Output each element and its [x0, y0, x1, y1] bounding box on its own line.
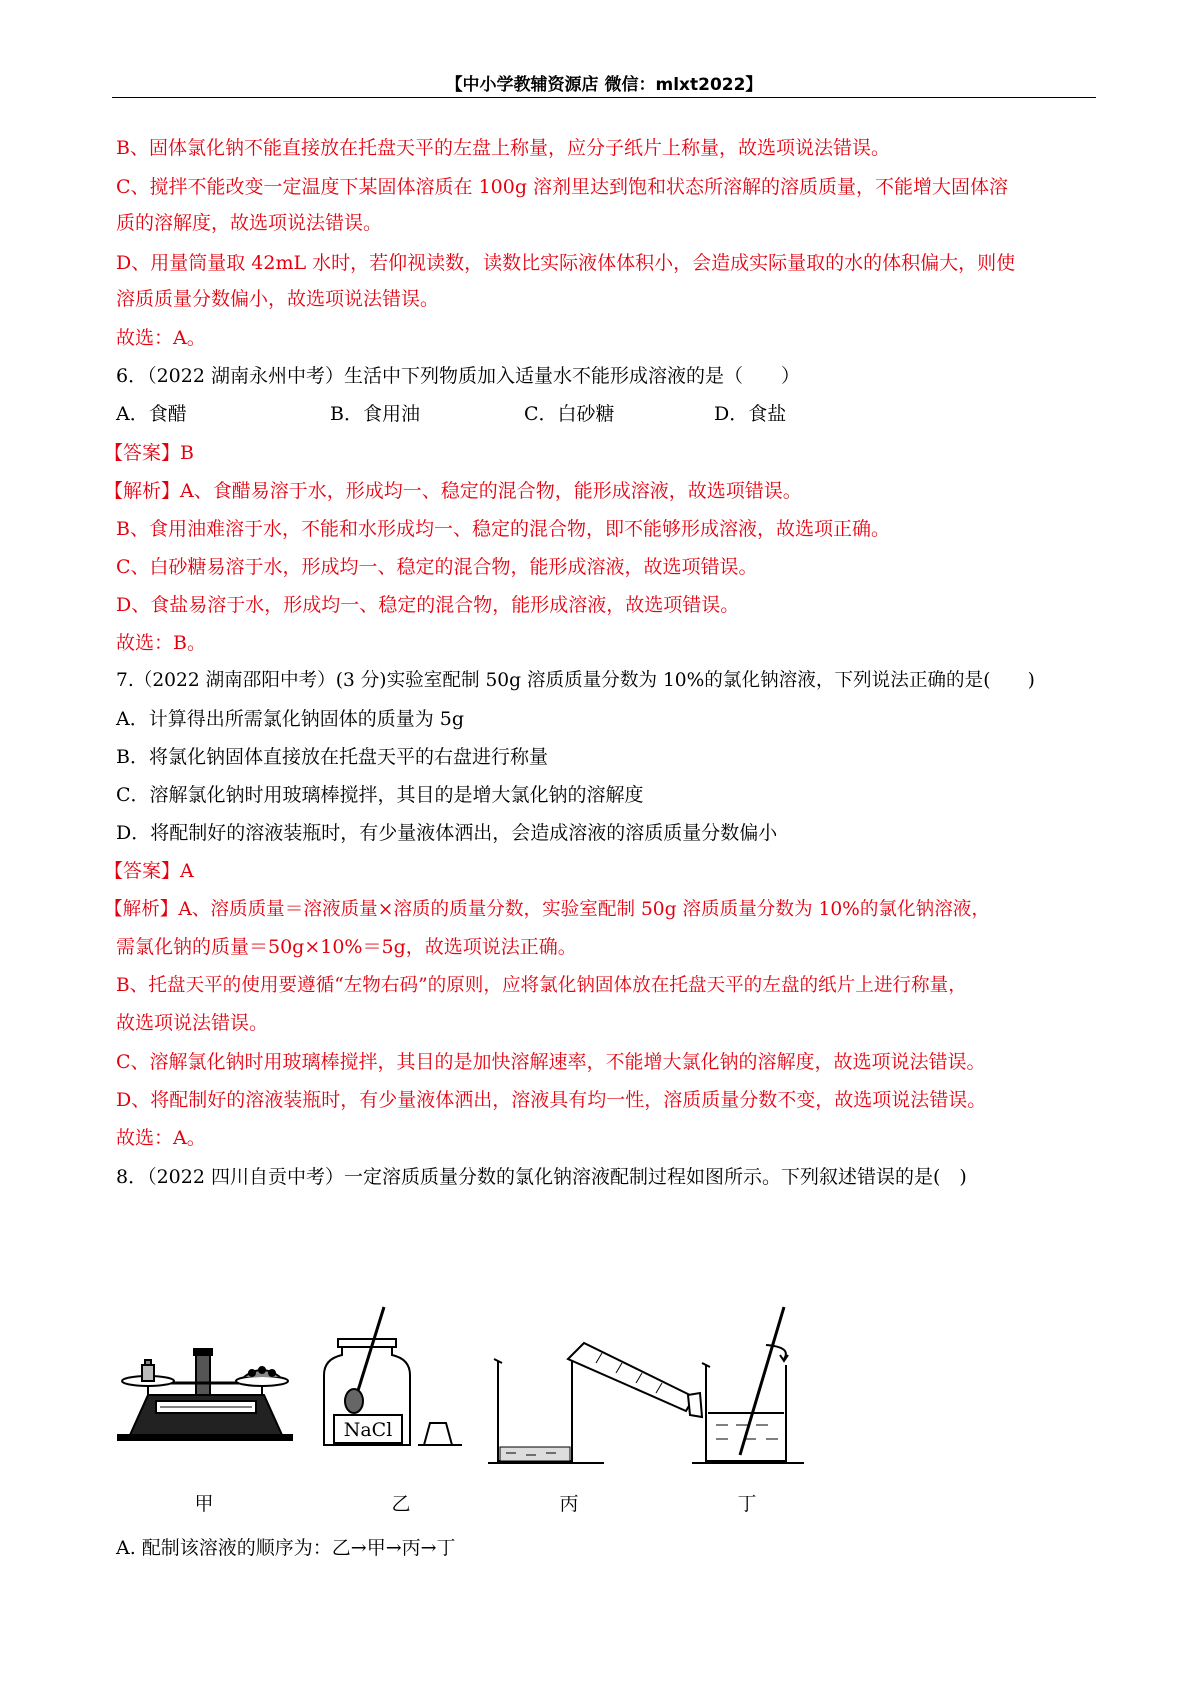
figure-label-jia: 甲 — [194, 1493, 214, 1515]
q5-analysis-d-cont: 溶质质量分数偏小，故选项说法错误。 — [116, 288, 440, 310]
q8-experiment-figure — [116, 1315, 996, 1520]
q7-analysis-a-cont: 需氯化钠的质量＝50g×10%＝5g，故选项说法正确。 — [116, 936, 577, 958]
q7-analysis-a: 【解析】A、溶质质量＝溶液质量×溶质的质量分数，实验室配制 50g 溶质质量分数为 10%的氯化钠溶液， — [104, 899, 990, 920]
q7-option-a: A．计算得出所需氯化钠固体的质量为 5g — [116, 708, 465, 730]
q6-option-b: B．食用油 — [330, 403, 420, 425]
q7-stem: 7.（2022 湖南邵阳中考）(3 分)实验室配制 50g 溶质质量分数为 10%的氯化钠溶液，下列说法正确的是( ) — [116, 670, 1035, 691]
pouring-illustration — [488, 1343, 702, 1463]
q5-analysis-c-cont: 质的溶解度，故选项说法错误。 — [116, 212, 383, 234]
q7-choice: 故选：A。 — [116, 1127, 206, 1149]
q6-option-d: D．食盐 — [714, 403, 787, 425]
stirring-illustration — [692, 1307, 804, 1463]
figure-label-bing: 丙 — [559, 1493, 579, 1515]
figure-label-ding: 丁 — [737, 1493, 757, 1515]
q7-option-c: C．溶解氯化钠时用玻璃棒搅拌，其目的是增大氯化钠的溶解度 — [116, 784, 644, 806]
q6-stem: 6．（2022 湖南永州中考）生活中下列物质加入适量水不能形成溶液的是（ ） — [116, 365, 800, 387]
q6-answer: 【答案】B — [104, 442, 194, 464]
page-header: 【中小学教辅资源店 微信：mlxt2022】 — [445, 75, 763, 95]
q6-option-a: A．食醋 — [116, 403, 187, 425]
nacl-bottle-label: NaCl — [343, 1419, 393, 1441]
q7-analysis-b-cont: 故选项说法错误。 — [116, 1012, 269, 1034]
q7-option-d: D．将配制好的溶液装瓶时，有少量液体洒出，会造成溶液的溶质质量分数偏小 — [116, 822, 778, 844]
q6-analysis-c: C、白砂糖易溶于水，形成均一、稳定的混合物，能形成溶液，故选项错误。 — [116, 556, 758, 578]
q5-choice: 故选：A。 — [116, 327, 206, 349]
q7-answer: 【答案】A — [104, 860, 194, 882]
q6-options — [116, 402, 1016, 426]
q6-choice: 故选：B。 — [116, 632, 206, 654]
q8-stem: 8．（2022 四川自贡中考）一定溶质质量分数的氯化钠溶液配制过程如图所示。下列叙述错误的是( ) — [116, 1166, 967, 1188]
q6-option-c: C．白砂糖 — [524, 403, 615, 425]
figure-label-yi: 乙 — [391, 1493, 411, 1515]
q7-analysis-d: D、将配制好的溶液装瓶时，有少量液体洒出，溶液具有均一性，溶质质量分数不变，故选项说法错误。 — [116, 1089, 987, 1111]
q7-option-b: B．将氯化钠固体直接放在托盘天平的右盘进行称量 — [116, 746, 548, 768]
q5-analysis-c: C、搅拌不能改变一定温度下某固体溶质在 100g 溶剂里达到饱和状态所溶解的溶质质量，不能增大固体溶 — [116, 176, 1009, 198]
q5-analysis-d: D、用量筒量取 42mL 水时，若仰视读数，读数比实际液体体积小，会造成实际量取的水的体积偏大，则使 — [116, 252, 1016, 274]
q5-analysis-b: B、固体氯化钠不能直接放在托盘天平的左盘上称量，应分子纸片上称量，故选项说法错误。 — [116, 137, 890, 159]
q6-analysis-d: D、食盐易溶于水，形成均一、稳定的混合物，能形成溶液，故选项错误。 — [116, 594, 740, 616]
q8-option-a: A. 配制该溶液的顺序为：乙→甲→丙→丁 — [116, 1537, 456, 1559]
q7-analysis-b: B、托盘天平的使用要遵循“左物右码”的原则，应将氯化钠固体放在托盘天平的左盘的纸片上进行称量， — [116, 975, 967, 996]
q7-analysis-c: C、溶解氯化钠时用玻璃棒搅拌，其目的是加快溶解速率，不能增大氯化钠的溶解度，故选项说法错误。 — [116, 1051, 986, 1073]
q6-analysis-b: B、食用油难溶于水，不能和水形成均一、稳定的混合物，即不能够形成溶液，故选项正确。 — [116, 518, 890, 540]
nacl-bottle-illustration — [324, 1307, 462, 1445]
balance-illustration — [118, 1349, 292, 1440]
q6-analysis-a: 【解析】A、食醋易溶于水，形成均一、稳定的混合物，能形成溶液，故选项错误。 — [104, 480, 802, 502]
header-divider — [112, 97, 1096, 98]
